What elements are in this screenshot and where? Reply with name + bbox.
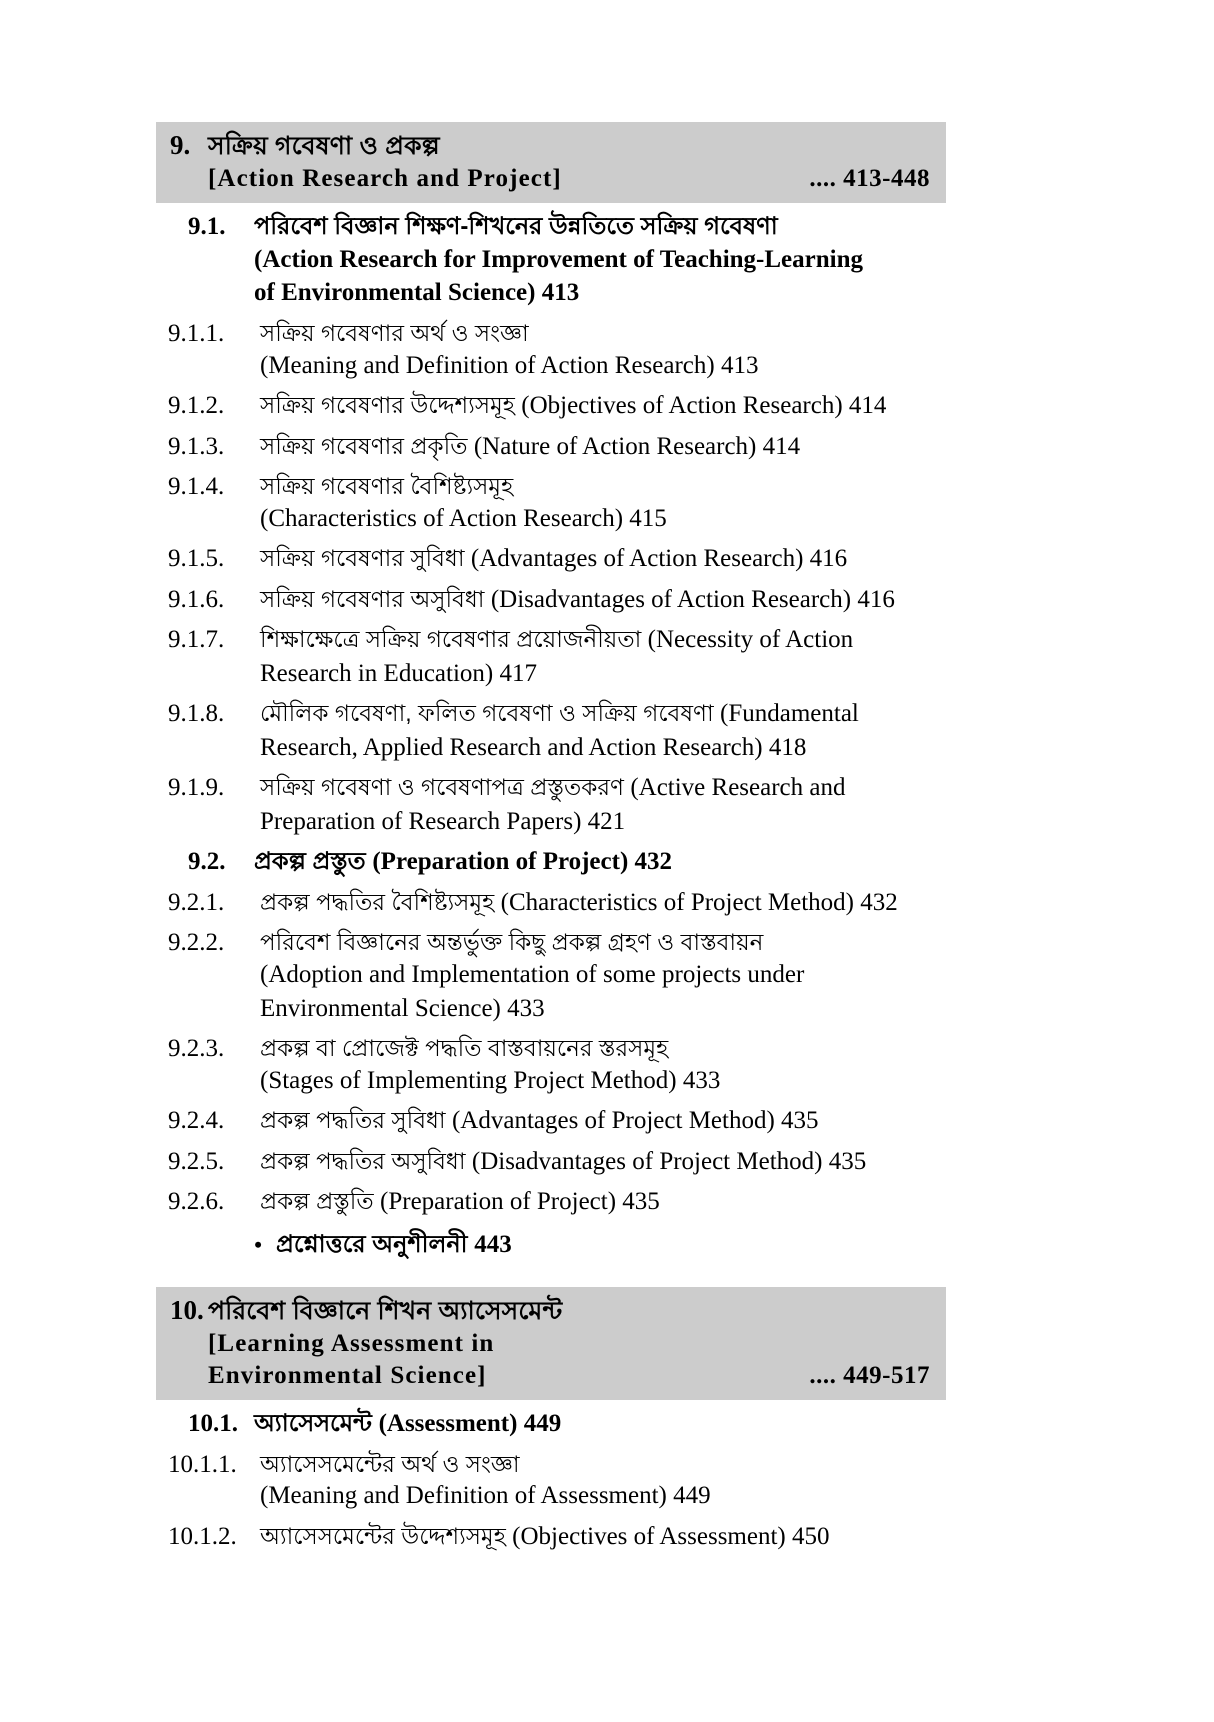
chapter-10-title-line-bn xyxy=(156,1293,946,1328)
toc-entry-9-2-4[interactable] xyxy=(156,1104,946,1138)
toc-entry-9-2-2-line-1: পরিবেশ বিজ্ঞানের অন্তর্ভুক্ত কিছু প্রকল্প গ্রহণ ও বাস্তবায়ন xyxy=(260,929,764,956)
toc-entry-9-1-1[interactable] xyxy=(156,317,946,382)
chapter-10-page-range xyxy=(809,1360,946,1392)
toc-entry-9-2-4-body xyxy=(260,1104,946,1138)
toc-entry-exercise[interactable] xyxy=(156,1228,946,1262)
toc-entry-9-2-3-line-1: প্রকল্প বা প্রোজেক্ট পদ্ধতি বাস্তবায়নের স্তরসমূহ xyxy=(260,1035,669,1062)
chapter-9-dots: .... xyxy=(809,164,837,192)
toc-entry-9-1-3-en: (Nature of Action Research) 414 xyxy=(473,432,801,460)
toc-entry-9-2-6-en: (Preparation of Project) 435 xyxy=(380,1188,660,1216)
chapter-10-number: 10. xyxy=(170,1295,204,1326)
toc-entry-9-2-3-number: 9.2.3. xyxy=(168,1035,225,1063)
toc-entry-9-2-4-number: 9.2.4. xyxy=(168,1107,225,1135)
chapter-10-title-bn: পরিবেশ বিজ্ঞানে শিখন অ্যাসেসমেন্ট xyxy=(208,1297,563,1326)
toc-entry-9-1-body xyxy=(254,211,946,310)
toc-entry-10-1-1-line-1: অ্যাসেসমেন্টের অর্থ ও সংজ্ঞা xyxy=(260,1450,520,1477)
toc-entry-10-1-1-body xyxy=(260,1449,946,1513)
toc-entry-9-1-6-number: 9.1.6. xyxy=(168,585,225,613)
toc-entry-9-2-5-en: (Disadvantages of Project Method) 435 xyxy=(471,1147,867,1175)
chapter-9-title-line-bn xyxy=(156,128,946,163)
toc-entry-exercise-bn: প্রশ্নোত্তরে অনুশীলনী xyxy=(276,1230,475,1258)
toc-entry-exercise-line-1 xyxy=(276,1228,946,1262)
chapter-10-range: 449-517 xyxy=(843,1362,930,1389)
toc-entry-9-2-2-line-3: Environmental Science) 433 xyxy=(260,994,545,1022)
toc-entry-9-2-1-bn: প্রকল্প পদ্ধতির বৈশিষ্ট্যসমূহ xyxy=(260,888,501,915)
toc-entry-9-2-4-en: (Advantages of Project Method) 435 xyxy=(451,1107,819,1135)
toc-entry-9-1-8[interactable] xyxy=(156,697,946,764)
toc-entry-9-1-6[interactable] xyxy=(156,583,946,617)
toc-entry-9-2-number: 9.2. xyxy=(188,848,226,876)
bullet-icon: • xyxy=(254,1231,262,1257)
toc-entry-9-2-1-number: 9.2.1. xyxy=(168,888,225,916)
toc-entry-10-1-1[interactable] xyxy=(156,1448,946,1513)
toc-entry-9-1-8-line-1 xyxy=(260,697,946,731)
toc-entry-9-2-3-line-2: (Stages of Implementing Project Method) 433 xyxy=(260,1066,721,1094)
toc-entry-9-1-5-en: (Advantages of Action Research) 416 xyxy=(470,545,848,573)
toc-entry-9-1-6-en: (Disadvantages of Action Research) 416 xyxy=(490,585,895,613)
toc-entry-9-1-7-en: (Necessity of Action xyxy=(647,626,854,654)
toc-entry-9-2-4-bn: প্রকল্প পদ্ধতির সুবিধা xyxy=(260,1107,452,1134)
toc-entry-9-1-7-line-1 xyxy=(260,623,946,657)
toc-entry-9-1-number: 9.1. xyxy=(188,212,226,240)
toc-entry-9-1-2-en: (Objectives of Action Research) 414 xyxy=(521,392,887,420)
toc-entry-exercise-en: 443 xyxy=(474,1230,512,1258)
toc-entry-9-1-2-body xyxy=(260,389,946,423)
toc-entry-9-2-3[interactable] xyxy=(156,1032,946,1097)
toc-entry-9-2[interactable] xyxy=(156,845,946,879)
toc-entry-9-1-7-body xyxy=(260,623,946,690)
chapter-9-range: 413-448 xyxy=(843,164,930,192)
toc-entry-9-1-1-line-1: সক্রিয় গবেষণার অর্থ ও সংজ্ঞা xyxy=(260,319,529,346)
toc-entry-10-1-1-number: 10.1.1. xyxy=(168,1450,237,1478)
toc-entry-9-2-3-body xyxy=(260,1033,946,1097)
toc-entry-10-1[interactable] xyxy=(156,1407,946,1441)
toc-entry-9-2-6-bn: প্রকল্প প্রস্তুতি xyxy=(260,1188,381,1215)
chapter-10-title-en: [Learning Assessment in xyxy=(208,1330,495,1357)
toc-entry-9-1-9-number: 9.1.9. xyxy=(168,774,225,802)
toc-entry-10-1-1-line-2: (Meaning and Definition of Assessment) 449 xyxy=(260,1482,711,1510)
toc-entry-9-1-8-line-2: Research, Applied Research and Action Research) 418 xyxy=(260,733,807,761)
chapter-9-title-en: [Action Research and Project] xyxy=(208,164,562,192)
toc-entry-9-2-2-body xyxy=(260,927,946,1025)
toc-entry-9-1-8-body xyxy=(260,697,946,764)
toc-entry-9-1-2[interactable] xyxy=(156,389,946,423)
toc-entry-9-1-6-line-1 xyxy=(260,583,946,617)
toc-entry-9-1-6-body xyxy=(260,583,946,617)
toc-entry-9-2-line-1 xyxy=(254,845,946,879)
toc-entry-9-1-7-bn: শিক্ষাক্ষেত্রে সক্রিয় গবেষণার প্রয়োজনীয়তা xyxy=(260,626,648,653)
toc-entry-9-1-1-body xyxy=(260,318,946,382)
toc-entry-10-1-body xyxy=(254,1407,946,1441)
toc-entry-9-1-3-line-1 xyxy=(260,430,946,464)
chapter-9-title-bn: সক্রিয় গবেষণা ও প্রকল্প xyxy=(208,132,440,160)
toc-entry-9-1-1-number: 9.1.1. xyxy=(168,319,225,347)
toc-entry-9-2-2[interactable] xyxy=(156,926,946,1025)
toc-entry-10-1-2-body xyxy=(260,1520,946,1554)
toc-entry-9-1-5[interactable] xyxy=(156,542,946,576)
chapter-10-title-en2: Environmental Science] xyxy=(208,1362,487,1389)
toc-entry-10-1-2-line-1 xyxy=(260,1520,946,1554)
toc-entry-9-2-6-line-1 xyxy=(260,1185,946,1219)
toc-entry-9-1-9[interactable] xyxy=(156,771,946,838)
chapter-header-10 xyxy=(156,1287,946,1400)
toc-entry-9-2-5[interactable] xyxy=(156,1145,946,1179)
toc-entry-9-2-body xyxy=(254,845,946,879)
toc-entry-9-1-2-number: 9.1.2. xyxy=(168,392,225,420)
toc-entry-9-1-9-line-2: Preparation of Research Papers) 421 xyxy=(260,807,626,835)
toc-entry-9-2-5-bn: প্রকল্প পদ্ধতির অসুবিধা xyxy=(260,1147,472,1174)
toc-entry-10-1-number: 10.1. xyxy=(188,1410,238,1437)
toc-entry-9-1-5-number: 9.1.5. xyxy=(168,545,225,573)
toc-entry-9-1-8-number: 9.1.8. xyxy=(168,700,225,728)
toc-entry-9-2-1-body xyxy=(260,886,946,920)
toc-entry-9-2-4-line-1 xyxy=(260,1104,946,1138)
toc-entry-9-2-2-line-2: (Adoption and Implementation of some projects under xyxy=(260,961,805,989)
toc-entry-9-1-4-line-2: (Characteristics of Action Research) 415 xyxy=(260,504,667,532)
chapter-9-number: 9. xyxy=(170,130,191,160)
chapter-header-9 xyxy=(156,122,946,203)
toc-entry-9-1-5-body xyxy=(260,542,946,576)
chapter-9-title-line-en xyxy=(156,163,946,195)
toc-entry-9-1-line-3: of Environmental Science) 413 xyxy=(254,279,580,307)
toc-entry-9-2-1-en: (Characteristics of Project Method) 432 xyxy=(500,888,898,916)
toc-entry-9-1-7-number: 9.1.7. xyxy=(168,626,225,654)
toc-entry-9-1-line-1: পরিবেশ বিজ্ঞান শিক্ষণ-শিখনের উন্নতিতে সক্রিয় গবেষণা xyxy=(254,212,778,240)
toc-entry-10-1-line-1 xyxy=(254,1407,946,1441)
toc-entry-9-1-9-en: (Active Research and xyxy=(630,774,846,802)
toc-entry-10-1-2-bn: অ্যাসেসমেন্টের উদ্দেশ্যসমূহ xyxy=(260,1522,513,1549)
toc-entry-10-1-2-en: (Objectives of Assessment) 450 xyxy=(512,1522,830,1550)
chapter-10-dots: .... xyxy=(809,1362,837,1389)
toc-entry-9-2-1[interactable] xyxy=(156,886,946,920)
toc-entry-10-1-2[interactable] xyxy=(156,1520,946,1554)
toc-entry-9-2-bn: প্রকল্প প্রস্তুত xyxy=(254,848,373,876)
toc-entry-9-2-6-number: 9.2.6. xyxy=(168,1188,225,1216)
toc-entry-9-1-9-line-1 xyxy=(260,771,946,805)
toc-entry-9-1-7-line-2: Research in Education) 417 xyxy=(260,659,537,687)
toc-entry-9-1-3-number: 9.1.3. xyxy=(168,432,225,460)
toc-entry-9-1-5-bn: সক্রিয় গবেষণার সুবিধা xyxy=(260,545,471,572)
toc-entry-9-2-6[interactable] xyxy=(156,1185,946,1219)
chapter-10-title-line-en-2 xyxy=(156,1360,946,1392)
toc-entry-10-1-bn: অ্যাসেসমেন্ট xyxy=(254,1410,379,1437)
toc-entry-10-1-2-number: 10.1.2. xyxy=(168,1522,237,1550)
toc-entry-9-2-en: (Preparation of Project) 432 xyxy=(372,848,673,876)
toc-entry-9-1-8-en: (Fundamental xyxy=(720,700,859,728)
toc-entry-9-1-3-bn: সক্রিয় গবেষণার প্রকৃতি xyxy=(260,432,474,459)
toc-entry-9-1-2-bn: সক্রিয় গবেষণার উদ্দেশ্যসমূহ xyxy=(260,392,522,419)
toc-entry-9-2-2-number: 9.2.2. xyxy=(168,929,225,957)
toc-entry-9-1-6-bn: সক্রিয় গবেষণার অসুবিধা xyxy=(260,585,491,612)
chapter-9-page-range xyxy=(809,163,946,195)
toc-entry-10-1-en: (Assessment) 449 xyxy=(378,1410,562,1437)
toc-entry-9-1-8-bn: মৌলিক গবেষণা, ফলিত গবেষণা ও সক্রিয় গবেষণা xyxy=(260,700,721,727)
toc-entry-9-2-1-line-1 xyxy=(260,886,946,920)
toc-entry-9-1-1-line-2: (Meaning and Definition of Action Research) 413 xyxy=(260,351,759,379)
toc-entry-9-1-4-body xyxy=(260,471,946,535)
toc-entry-9-1-line-2: (Action Research for Improvement of Teaching-Learning xyxy=(254,245,863,273)
toc-entry-9-1-4-line-1: সক্রিয় গবেষণার বৈশিষ্ট্যসমূহ xyxy=(260,473,514,500)
chapter-10-title-line-en-1 xyxy=(156,1328,946,1360)
toc-entry-9-1-4[interactable] xyxy=(156,470,946,535)
toc-entry-9-1-3[interactable] xyxy=(156,430,946,464)
toc-entry-9-2-6-body xyxy=(260,1185,946,1219)
toc-entry-9-1[interactable] xyxy=(156,210,946,310)
toc-entry-9-1-9-bn: সক্রিয় গবেষণা ও গবেষণাপত্র প্রস্তুতকরণ xyxy=(260,774,631,801)
toc-entry-9-1-3-body xyxy=(260,430,946,464)
toc-entry-9-1-9-body xyxy=(260,771,946,838)
toc-entry-9-1-2-line-1 xyxy=(260,389,946,423)
toc-entry-exercise-body xyxy=(276,1228,946,1262)
toc-content xyxy=(156,122,946,1553)
toc-entry-9-2-5-number: 9.2.5. xyxy=(168,1147,225,1175)
toc-entry-9-2-5-body xyxy=(260,1145,946,1179)
toc-entry-9-1-4-number: 9.1.4. xyxy=(168,473,225,501)
toc-entry-9-2-5-line-1 xyxy=(260,1145,946,1179)
toc-entry-9-1-5-line-1 xyxy=(260,542,946,576)
toc-entry-9-1-7[interactable] xyxy=(156,623,946,690)
